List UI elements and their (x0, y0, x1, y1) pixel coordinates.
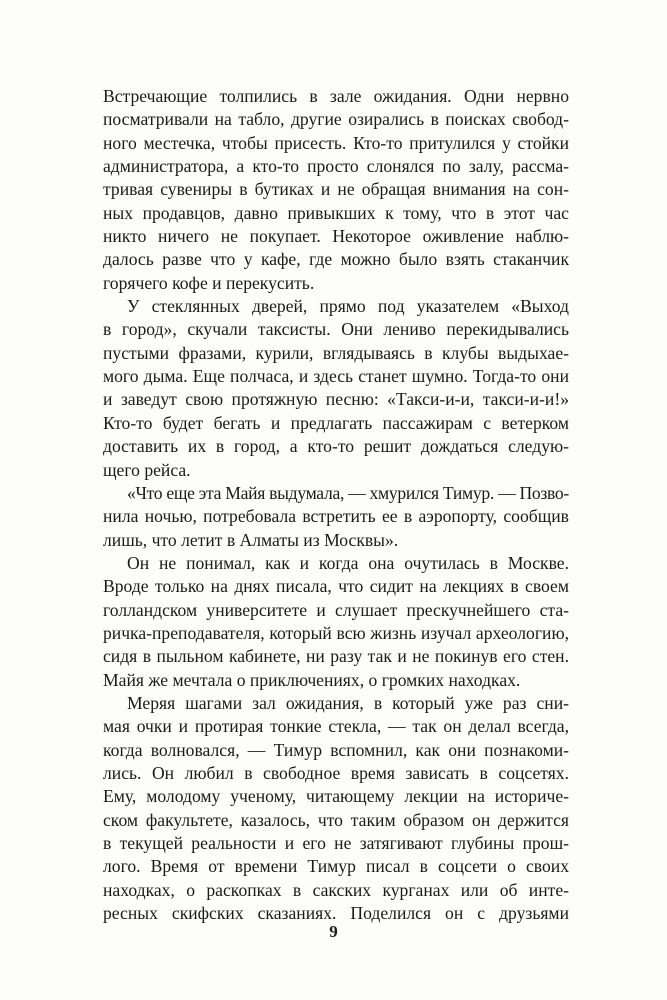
text-line: и заведут свою протяжную песню: «Такси-и-и, такси-и-и!» (103, 389, 569, 410)
text-line: Кто-то будет бегать и предлагать пассажирам с ветерком (103, 412, 569, 433)
text-line: мого дыма. Еще полчаса, и здесь станет шумно. Тогда-то они (103, 366, 569, 387)
text-line: администратора, а кто-то просто слонялся по залу, рассма- (103, 156, 569, 177)
text-line: доставить их в город, а кто-то решит дождаться следую- (103, 436, 569, 457)
text-line: Встречающие толпились в зале ожидания. Одни нервно (103, 86, 569, 106)
text-line: ных продавцов, давно привыкших к тому, что в этот час (103, 202, 569, 223)
text-line: лишь, что летит в Алматы из Москвы». (103, 529, 399, 550)
text-line: находках, о раскопках в сакских курганах или об инте- (103, 879, 569, 900)
text-line: щего рейса. (103, 459, 191, 480)
body-text (103, 85, 569, 925)
text-line: лись. Он любил в свободное время зависать в соцсетях. (103, 762, 569, 783)
text-line: Майя же мечтала о приключениях, о громких находках. (103, 669, 521, 690)
text-line: в город», скучали таксисты. Они лениво перекидывались (103, 319, 569, 340)
text-line: Меряя шагами зал ожидания, в который уже раз сни- (127, 692, 569, 713)
text-line: тривая сувениры в бутиках и не обращая внимания на сон- (103, 179, 569, 200)
text-line: «Что еще эта Майя выдумала, — хмурился Тимур. — Позво- (127, 482, 569, 503)
text-line: Он не понимал, как и когда она очутилась в Москве. (127, 552, 569, 573)
text-line: ском факультете, казалось, что таким образом он держится (103, 809, 569, 830)
text-line: сидя в пыльном кабинете, ни разу так и не покинув его стен. (103, 646, 569, 667)
text-line: Вроде только на днях писала, что сидит на лекциях в своем (103, 576, 569, 597)
text-line: далось разве что у кафе, где можно было взять стаканчик (103, 249, 569, 270)
text-line: когда волновался, — Тимур вспомнил, как они познакоми- (103, 739, 569, 760)
text-line: в текущей реальности и его не затягивают глубины прош- (103, 833, 569, 853)
text-line: ричка-преподавателя, который всю жизнь изучал археологию, (103, 622, 569, 643)
text-line: лого. Время от времени Тимур писал в соцсети о своих (103, 856, 569, 877)
text-line: пустыми фразами, курили, вглядываясь в клубы выдыхае- (103, 342, 569, 363)
text-line: никто ничего не покупает. Некоторое оживление наблю- (103, 226, 569, 247)
text-line: У стеклянных дверей, прямо под указателем «Выход (127, 296, 569, 317)
text-line: посматривали на табло, другие озирались в поисках свобод- (103, 109, 569, 130)
text-line: Ему, молодому ученому, читающему лекции на историче- (103, 786, 569, 807)
text-line: горячего кофе и перекусить. (103, 272, 315, 293)
text-line: ресных скифских сказаниях. Поделился он с друзьями (103, 903, 569, 924)
text-line: мая очки и протирая тонкие стекла, — так он делал всегда, (103, 716, 569, 737)
text-line: нила ночью, потребовала встретить ее в аэропорту, сообщив (103, 506, 569, 527)
page-number: 9 (329, 922, 338, 941)
text-line: голландском университете и слушает прескучнейшего ста- (103, 599, 569, 620)
text-line: ного местечка, чтобы присесть. Кто-то притулился у стойки (103, 132, 569, 153)
